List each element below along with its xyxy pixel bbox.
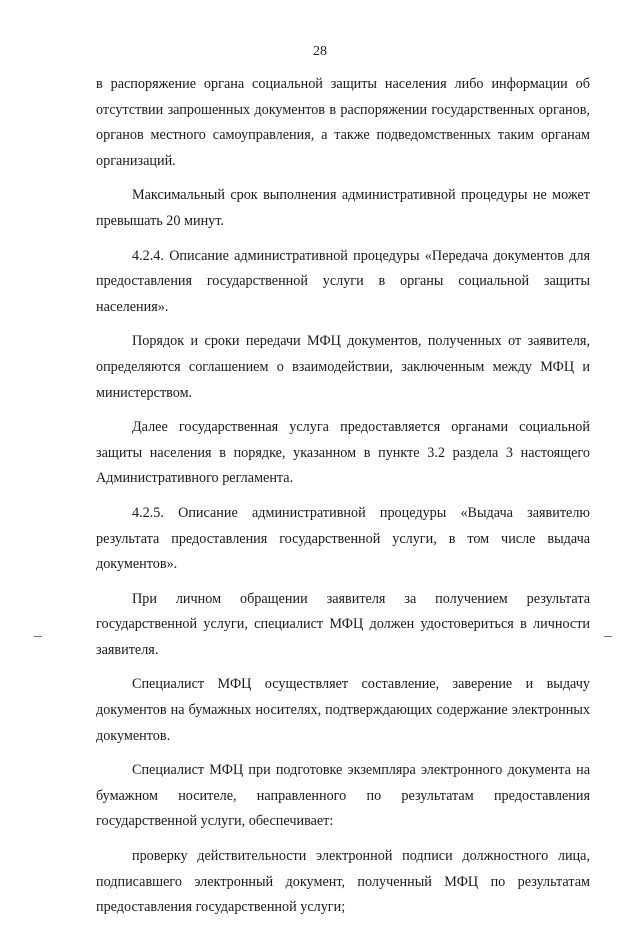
page-number: 28 bbox=[313, 44, 327, 59]
paragraph-transfer-procedure: Порядок и сроки передачи МФЦ документов, полученных от заявителя, определяются соглашением о взаимодействии, заключенным между МФЦ и министерством. bbox=[96, 333, 590, 401]
paragraph-max-duration: Максимальный срок выполнения административной процедуры не может превышать 20 минут. bbox=[96, 187, 590, 229]
paragraph-signature-check: проверку действительности электронной подписи должностного лица, подписавшего электронный документ, полученный МФЦ по результатам предоставления государственной услуги; bbox=[96, 848, 590, 916]
scan-mark-right bbox=[604, 636, 612, 637]
paragraph-service-provision: Далее государственная услуга предоставляется органами социальной защиты населения в порядке, указанном в пункте 3.2 раздела 3 настоящего Административного регламента. bbox=[96, 419, 590, 487]
document-body bbox=[96, 72, 590, 930]
scan-mark-left bbox=[34, 636, 42, 637]
paragraph-section-4-2-4: 4.2.4. Описание административной процедуры «Передача документов для предоставления государственной услуги в органы социальной защиты населения». bbox=[96, 247, 590, 315]
paragraph-paper-copy-preparation: Специалист МФЦ при подготовке экземпляра электронного документа на бумажном носителе, направленного по результатам предоставления государственной услуги, обеспечивает: bbox=[96, 762, 590, 830]
paragraph-section-4-2-5: 4.2.5. Описание административной процедуры «Выдача заявителю результата предоставления государственной услуги, в том числе выдача документов». bbox=[96, 504, 590, 573]
paragraph-continuation: в распоряжение органа социальной защиты населения либо информации об отсутствии запрошенных документов в распоряжении государственных органов, органов местного самоуправления, а также подведомственных таким органам организаций. bbox=[96, 76, 590, 169]
paragraph-personal-visit: При личном обращении заявителя за получением результата государственной услуги, специалист МФЦ должен удостовериться в личности заявителя. bbox=[96, 590, 590, 658]
paragraph-paper-documents: Специалист МФЦ осуществляет составление, заверение и выдачу документов на бумажных носителях, подтверждающих содержание электронных документов. bbox=[96, 676, 590, 744]
